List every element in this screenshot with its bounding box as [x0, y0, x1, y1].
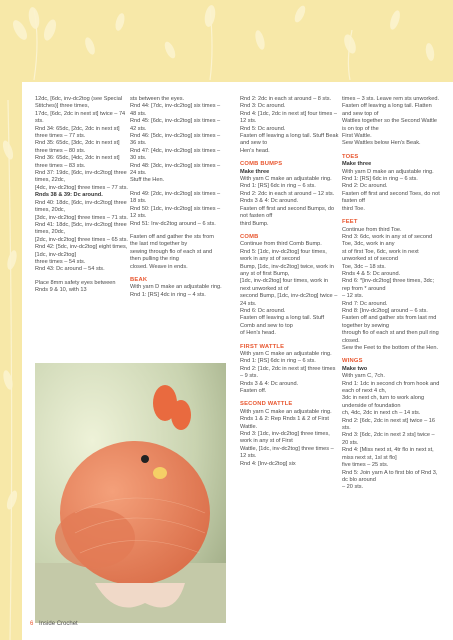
text-line: Rnd 6: Dc around.: [240, 307, 286, 314]
text-line: With yarn C make an adjustable ring.: [240, 408, 332, 415]
text-line: With yarn C, 7ch.: [342, 373, 385, 380]
text-line: of Hen's head.: [240, 330, 276, 337]
text-line: three times – 54 sts.: [35, 258, 86, 265]
section-subheading: Make three: [240, 168, 270, 175]
text-line: Rnd 1: [RS] 6dc in ring – 6 sts.: [342, 176, 418, 183]
text-line: Continue from third Toe.: [342, 226, 402, 233]
text-line: Wattles together so the Second Wattle is on top of the: [342, 118, 438, 132]
text-line: Fasten off and gather the sts from the last rnd together by: [130, 233, 214, 248]
text-line: Rnd 37: 19dc, [6dc, inv-dc2tog] three times, 22dc,: [35, 170, 127, 184]
text-line: Rnd 46: [5dc, inv-dc2tog] six times – 36 sts.: [130, 133, 221, 147]
text-line: Sew the Feet to the bottom of the Hen.: [342, 345, 439, 351]
section-heading-toes: TOES: [342, 153, 359, 160]
section-heading-wings: WINGS: [342, 358, 363, 365]
text-line: Rnd 47: [4dc, inv-dc2tog] six times – 30 sts.: [130, 147, 221, 162]
text-line: Rnd 5: Dc around.: [240, 125, 286, 132]
text-line: Rnd 45: [6dc, inv-dc2tog] six times – 42 sts.: [130, 118, 221, 132]
crochet-hen-photo: [35, 363, 226, 623]
section-heading-comb: COMB: [240, 233, 259, 240]
text-line: Rnd 49: [2dc, inv-dc2tog] six times – 18 sts.: [130, 190, 221, 205]
text-line: Fasten off first and second Toes, do not fasten off: [342, 190, 440, 205]
text-line: With yarn D make an adjustable ring.: [130, 284, 222, 291]
text-line: Rnd 2: [1dc, 2dc in next st] three times – 9 sts.: [240, 365, 336, 380]
text-line: Wattle, [1dc, inv-dc2tog] three times – 12 sts.: [240, 445, 334, 460]
magazine-name: Inside Crochet: [39, 621, 78, 627]
text-line: Sew Wattles below Hen's Beak.: [342, 140, 421, 147]
text-line: third Toe.: [342, 205, 365, 212]
text-line: Rnds 3 & 4: Dc around.: [240, 380, 299, 387]
text-line: Rnd 50: [1dc, inv-dc2tog] six times – 12 sts.: [130, 205, 221, 220]
text-line: Rnd 35: 65dc, [3dc, 2dc in next st] three times – 80 sts.: [35, 140, 120, 154]
text-line: Rnd 34: 65dc, [2dc, 2dc in next st] three times – 77 sts.: [35, 125, 120, 140]
text-line: [1dc, inv-dc2tog] four times, work in next unworked st of: [240, 278, 328, 292]
text-line: Rnd 1: 1dc in second ch from hook and each of next 4 ch,: [342, 380, 440, 395]
text-line: Rnd 1: [RS] 4dc in ring – 4 sts.: [130, 291, 206, 298]
text-line: ch, 4dc, 2dc in next ch – 14 sts.: [342, 410, 421, 417]
text-line: Place 8mm safety eyes between Rnds 9 & 10, with 13: [35, 279, 116, 294]
text-line: Rnd 42: [5dc, inv-dc2tog] eight times, [1dc, inv-dc2tog]: [35, 244, 128, 258]
section-subheading: Make three: [342, 161, 372, 168]
text-line: First Wattle.: [342, 133, 372, 140]
section-subheading: Make two: [342, 365, 368, 372]
text-line: – 20 sts.: [342, 484, 364, 491]
text-line: Rnd 3: [1dc, inv-dc2tog] three times, work in any st of First: [240, 431, 330, 445]
section-heading-comb-bumps: COMB BUMPS: [240, 161, 283, 168]
text-line: Fasten off leaving a long tail. Flatten and sew top of: [342, 103, 432, 117]
text-line: closed. Weave in ends.: [130, 263, 188, 270]
text-line: Fasten off leaving a long tail. Stuff Beak and sew to: [240, 133, 339, 147]
section-heading-first-wattle: FIRST WATTLE: [240, 343, 285, 350]
text-line: Rnd 7: Dc around.: [342, 300, 388, 307]
text-line: sts between the eyes.: [130, 96, 185, 102]
text-line: sewing through flo of each st and then pulling the ring: [130, 248, 213, 263]
text-line: Rnd 2: [6dc, 2dc in next st] twice – 16 sts.: [342, 417, 435, 432]
text-line: 17dc, [6dc, 2dc in next st] twice – 74 sts.: [35, 110, 126, 125]
text-line: Fasten off leaving a long tail. Stuff Comb and sew to top: [240, 315, 325, 329]
section-heading-feet: FEET: [342, 219, 358, 226]
text-line: Continue from third Comb Bump.: [240, 241, 322, 248]
text-line: Rnd 2: 2dc in each st around – 12 sts.: [240, 190, 335, 197]
text-line: [2dc, inv-dc2tog] three times – 65 sts.: [35, 236, 128, 243]
page-number: 6: [30, 621, 34, 627]
text-line: five times – 25 sts.: [342, 462, 389, 469]
text-line: Rnd 36: 65dc, [4dc, 2dc in next st] three times – 83 sts.: [35, 155, 120, 169]
text-line: second Bump, [1dc, inv-dc2tog] twice – 24 sts.: [240, 293, 338, 307]
text-line: Rnd 41: 18dc, [5dc, inv-dc2tog] three times, 20dc,: [35, 221, 127, 236]
column-2-instructions: [130, 96, 223, 299]
text-line: through flo of each st and then pull ring closed.: [342, 330, 439, 344]
text-line: Rnd 2: 2dc in each st around – 8 sts.: [240, 96, 332, 102]
text-line: Rnd 4: [1dc, 2dc in next st] four times – 12 sts.: [240, 110, 338, 125]
text-line: – 12 sts.: [342, 293, 364, 300]
text-line: Rnd 8: [Inv-dc2tog] around – 6 sts.: [342, 307, 428, 314]
column-1-instructions: [35, 96, 130, 295]
text-line: Rnd 48: [3dc, inv-dc2tog] six times – 24 sts.: [130, 162, 221, 177]
text-line: Rnd 40: 18dc, [6dc, inv-dc2tog] three times, 20dc,: [35, 199, 127, 214]
text-line: third Bump.: [240, 220, 269, 227]
text-line: Hen's head.: [240, 147, 270, 154]
text-line: times – 3 sts. Leave rem sts unworked.: [342, 96, 439, 102]
text-line: 12dc, [6dc, inv-dc2tog (see Special Stitches)] three times,: [35, 96, 123, 110]
section-heading-beak: BEAK: [130, 276, 148, 283]
text-line: Rnd 3: 6dc, work in any st of second Toe, 3dc, work in any: [342, 233, 433, 248]
text-line: Rnd 5: [1dc, inv-dc2tog] four times, work in any st of second: [240, 248, 327, 263]
text-line: Rnds 38 & 39: Dc around.: [35, 192, 103, 199]
text-line: With yarn C make an adjustable ring.: [240, 351, 332, 357]
text-line: Rnd 3: Dc around.: [240, 103, 286, 110]
text-line: Rnd 4: [Miss next st, 4tr flo in next st, miss next st, 1sl st flo]: [342, 447, 434, 461]
text-line: Rnd 2: Dc around.: [342, 183, 388, 190]
text-line: Bump, [1dc, inv-dc2tog] twice, work in any st of first Bump,: [240, 263, 334, 277]
text-line: st of first Toe, 6dc, work in next unworked st of second: [342, 248, 419, 263]
page-footer: [30, 621, 78, 627]
text-line: With yarn C make an adjustable ring.: [240, 176, 332, 183]
text-line: 3dc in next ch, turn to work along underside of foundation: [342, 395, 425, 409]
text-line: Fasten off.: [240, 388, 267, 395]
text-line: With yarn D make an adjustable ring.: [342, 168, 434, 175]
text-line: Rnds 4 & 5: Dc around.: [342, 270, 401, 277]
text-line: Rnd 1: [RS] 6dc in ring – 6 sts.: [240, 358, 316, 365]
text-line: Fasten off first and second Bumps, do not fasten off: [240, 205, 335, 220]
text-line: Rnd 6: *[inv-dc2tog] three times, 3dc; rep from * around: [342, 278, 435, 292]
text-line: Toe, 3dc – 18 sts.: [342, 263, 386, 270]
text-line: [4dc, inv-dc2tog] three times – 77 sts.: [35, 184, 128, 191]
column-4-instructions: [342, 96, 442, 492]
section-heading-second-wattle: SECOND WATTLE: [240, 401, 293, 408]
text-line: Rnd 5: Join yarn A to first blo of Rnd 3, dc blo around: [342, 469, 438, 483]
text-line: Rnd 51: Inv-dc2tog around – 6 sts.: [130, 220, 216, 227]
text-line: Stuff the Hen.: [130, 177, 165, 184]
text-line: Rnds 3 & 4: Dc around.: [240, 198, 299, 205]
text-line: Rnds 1 & 2: Rep Rnds 1 & 2 of First Wattle.: [240, 416, 329, 430]
text-line: Rnd 43: Dc around – 54 sts.: [35, 266, 105, 273]
column-3-instructions: [240, 96, 340, 468]
text-line: Rnd 44: [7dc, inv-dc2tog] six times – 48 sts.: [130, 103, 221, 117]
text-line: Rnd 4: [Inv-dc2tog] six: [240, 460, 296, 467]
text-line: Rnd 1: [RS] 6dc in ring – 6 sts.: [240, 183, 316, 190]
text-line: Fasten off and gather sts from last rnd together by sewing: [342, 315, 437, 329]
text-line: Rnd 3: [6dc, 2dc in next 2 sts] twice – 20 sts.: [342, 432, 435, 446]
text-line: [3dc, inv-dc2tog] three times – 71 sts.: [35, 214, 128, 221]
